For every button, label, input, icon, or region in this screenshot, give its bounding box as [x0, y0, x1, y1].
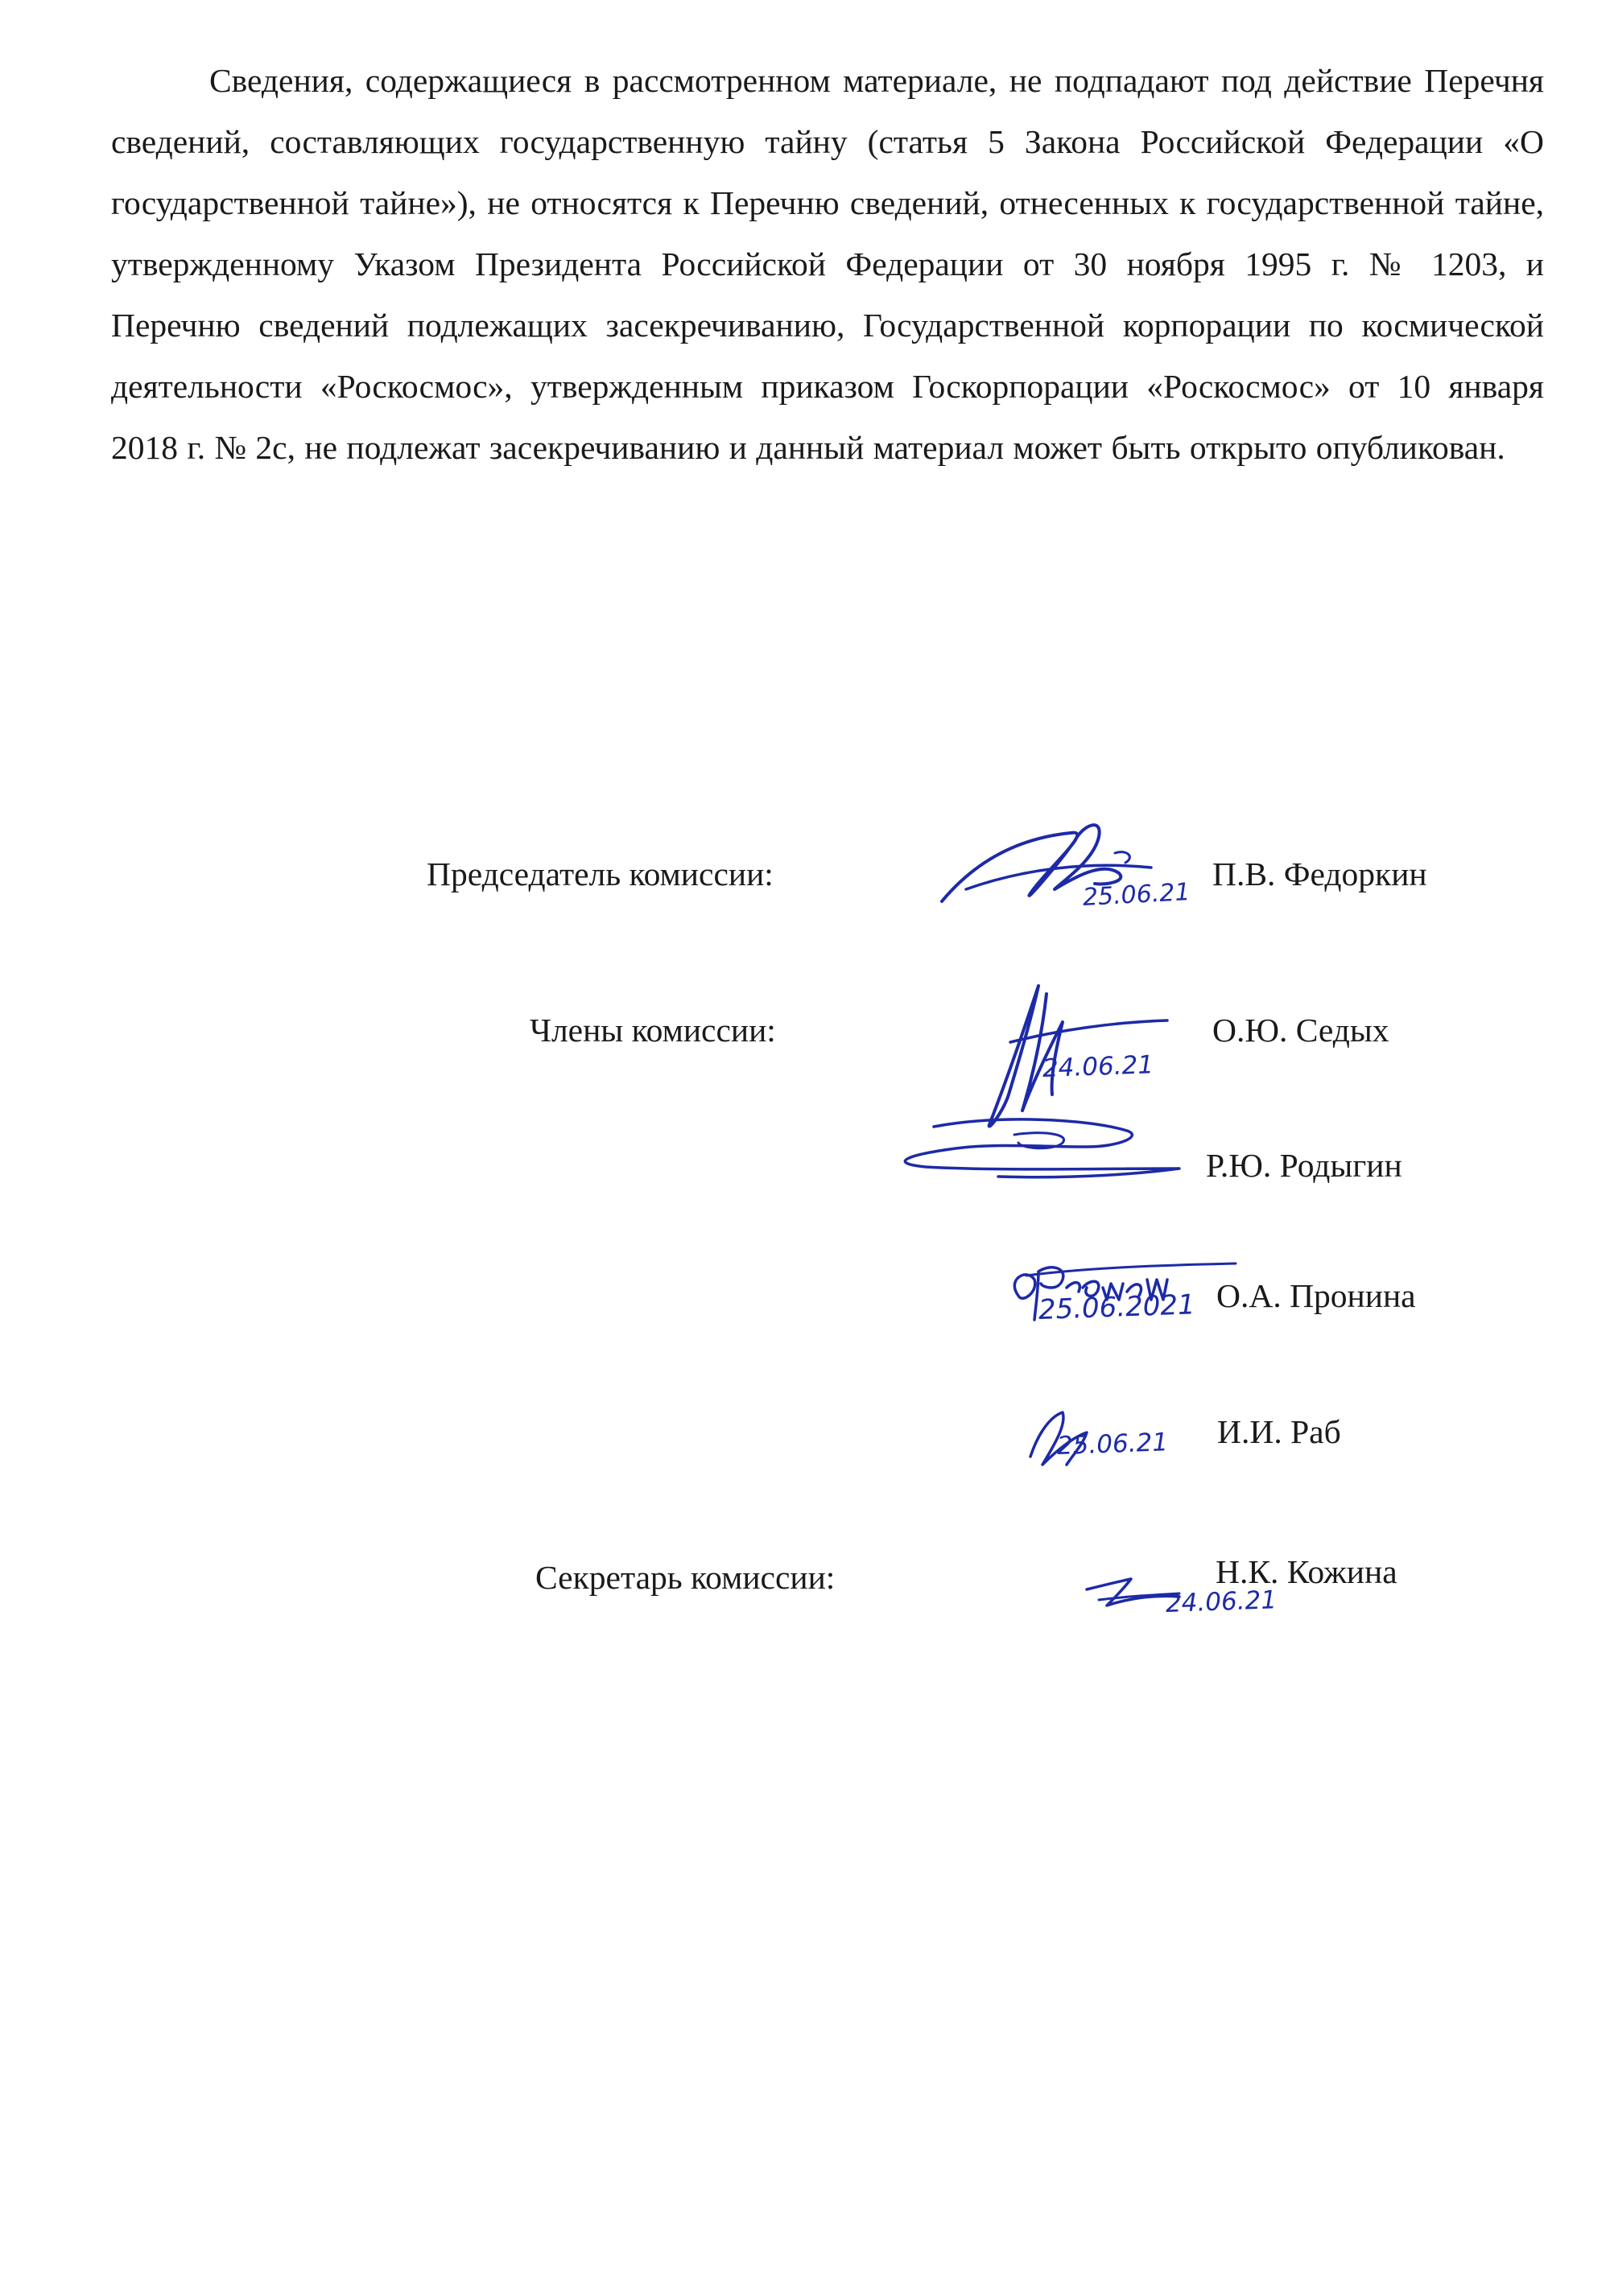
clearance-paragraph: Сведения, содержащиеся в рассмотренном материале, не подпадают под действие Перечня сведений, составляющих государственную тайну (статья 5 Закона Российской Федерации «О государственной тайне»), не относятся к Перечню сведений, отнесенных к государственной тайне, утвержденному Указом Президента Российской Федерации от 30 ноября 1995 г. № 1203, и Перечню сведений подлежащих засекречиванию, Государственной корпорации по космической деятельности «Роскосмос», утвержденным приказом Госкорпорации «Роскосмос» от 10 января 2018 г. № 2с, не подлежат засекречиванию и данный материал может быть открыто опубликован.	[111, 62, 1544, 466]
chair-name: П.В. Федоркин	[1212, 855, 1427, 892]
member-1-signature-date: 24.06.21	[1042, 1050, 1154, 1083]
chair-label: Председатель комиссии:	[427, 855, 774, 892]
member-3-name: О.А. Пронина	[1216, 1277, 1416, 1314]
secretary-name: Н.К. Кожина	[1216, 1553, 1397, 1590]
members-label: Члены комиссии:	[530, 1012, 776, 1049]
member-3-signature-date: 25.06.2021	[1038, 1288, 1196, 1326]
chair-signature-date: 25.06.21	[1082, 878, 1191, 912]
secretary-signature-date: 24.06.21	[1165, 1585, 1278, 1618]
secretary-label: Секретарь комиссии:	[535, 1559, 836, 1596]
member-2-name: Р.Ю. Родыгин	[1206, 1147, 1402, 1184]
member-2-signature	[877, 1111, 1199, 1183]
member-4-name: И.И. Раб	[1217, 1413, 1341, 1450]
member-1-name: О.Ю. Седых	[1212, 1012, 1389, 1049]
member-4-signature-date: 25.06.21	[1056, 1428, 1169, 1461]
